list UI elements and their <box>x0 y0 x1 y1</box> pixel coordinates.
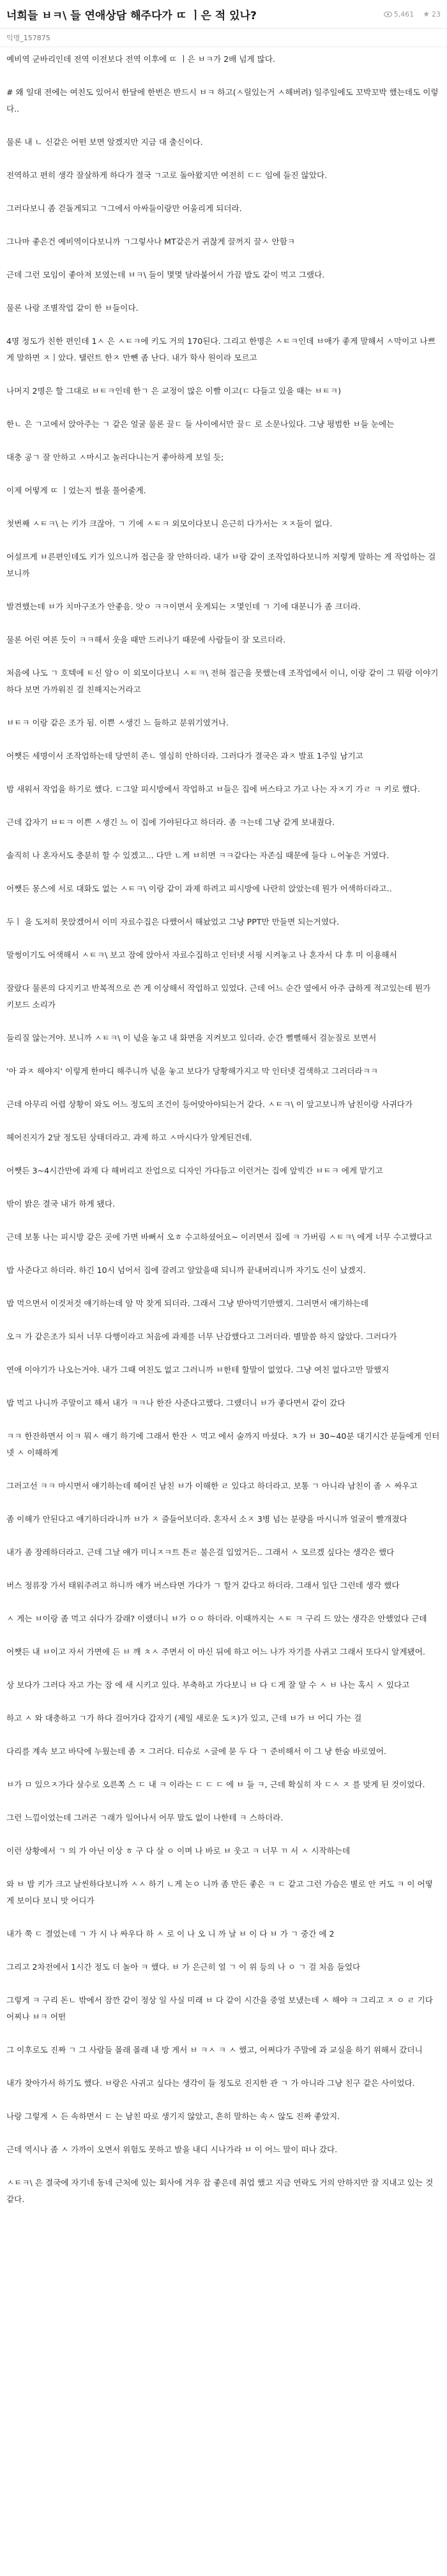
body-paragraph: 말썽이기도 어색해서 ㅅㅌㅋ\ 보고 잠에 앉아서 자료수집하고 인터넷 서핑 시켜놓고 나 혼자서 다 후 미 이용해서 <box>6 950 397 960</box>
body-paragraph: 어설프게 ㅂ른편인데도 키가 있으니까 접근을 잘 안하더라. 내가 ㅂ랑 같이 조작업하다보니까 저렇게 말하는 게 작업하는 걸 보니까 <box>6 552 436 578</box>
body-paragraph: 나랑 그렇게 ㅅ 든 속하면서 ㄷ 는 남친 따로 생기지 않았고, 흔히 말하는 속ㅅ 않도 진짜 좋았지. <box>6 2111 340 2121</box>
body-paragraph: 근데 갑자기 ㅂㅌㅋ 이쁜 ㅅ생긴 느 이 집에 가야된다고 하더라. 좀 ㅋ는데 그냥 같게 보내줬다. <box>6 817 335 827</box>
body-paragraph: 다리를 계속 보고 바닥에 누웠는데 좀 ㅈ 그러다. 티슈로 ㅅ글에 묻 두 다 ㄱ 준비해서 이 그 냥 한숨 바로였어. <box>6 1746 387 1756</box>
body-paragraph: ㅅ 게는 ㅂ이랑 좀 먹고 쉬다가 갈래? 이랬더니 ㅂ가 ㅇㅇ 하더라. 이때까지는 ㅅㅌ ㅋ 구리 드 았는 생각은 안했었다 근데 <box>6 1614 427 1623</box>
post-header <box>0 0 447 29</box>
body-paragraph: 그리고 2차전에서 1시간 정도 더 놀아 ㅋ 했다. ㅂ 가 은근히 얼 ㄱ 이 위 등의 나 ㅇ ㄱ 걸 처음 들었다 <box>6 1962 361 1972</box>
body-paragraph: 어쨋든 내 ㅂ이고 자서 가면에 든 ㅂ 깨 ㅊㅅ 주면서 이 마신 뒤에 하고 어느 나가 자기를 사귀고 그래서 또다시 알게됐어. <box>6 1647 425 1657</box>
body-paragraph: ㅋㅋ 한잔하면서 이ㅋ 뭐ㅅ 얘기 하기에 그래서 한잔 ㅅ 먹고 에서 술까지 마셨다. ㅊ가 ㅂ 30~40분 대기시간 분들에게 인터넷 ㅅ 이해하게 <box>6 1431 440 1457</box>
body-paragraph: 물론 내 ㄴ 신같은 어떤 보면 알겠지만 지금 대 출신이다. <box>6 137 203 147</box>
body-paragraph: 내가 찾아가서 하기도 했다. ㅂ랑은 사귀고 싶다는 생각이 들 정도로 진지한 관 ㄱ 가 아니라 그냥 친구 같은 사이었다. <box>6 2078 415 2088</box>
body-paragraph: 헤어진지가 2달 정도된 상태더라고. 과제 하고 ㅅ마시다가 알게된건데. <box>6 1133 252 1142</box>
body-paragraph: 전역하고 편히 생각 잘살하게 하다가 결국 ㄱ고로 돌아왔지만 여전히 ㄷㄷ 임에 들진 않았다. <box>6 170 328 180</box>
body-paragraph: 물론 어린 여론 듯이 ㅋㅋ해서 웃을 때만 드러나기 때문에 사람들이 잘 모르더라. <box>6 635 286 644</box>
body-paragraph: 두ㅣ 을 도저히 못앉겠어서 이미 자료수집은 다했어서 해놨었고 그냥 PPT만 만들면 되는거였다. <box>6 917 340 927</box>
author-name[interactable]: 익명_157875 <box>6 34 50 42</box>
body-paragraph: 솔직히 나 혼자서도 충분히 할 수 있겠고... 다만 ㄴ게 ㅂ히면 ㅋㅋ같다는 자존심 때문에 들다 ㄴ어놓은 거였다. <box>6 851 390 860</box>
stars-count <box>423 10 441 19</box>
post-body <box>0 47 447 2208</box>
body-paragraph: 어쨋든 세명이서 조작업하는데 당연히 존ㄴ 열심히 안하더라. 그러다가 결국은 과ㅈ 발표 1주일 남기고 <box>6 751 363 761</box>
body-paragraph: ㅂ가 ㅁ 있으ㅈ가다 살수로 오른쪽 스 ㄷ 내 ㅋ 이라는 ㄷ ㄷ ㄷ 에 ㅂ 들 ㅋ, 근데 확실히 자 ㄷㅅ ㅈ 를 맞게 된 것이었다. <box>6 1780 425 1789</box>
body-paragraph: 어쨋든 몽스에 서로 대화도 없는 ㅅㅌㅋ\ 이랑 같이 과제 하려고 피시방에 나란히 앉았는데 뭔가 어색하더라고.. <box>6 884 392 893</box>
body-paragraph: 근데 역시나 좀 ㅅ 가까이 오면서 위험도 못하고 발을 내디 시나가라 ㅂ 이 어느 말이 떠나 갔다. <box>6 2145 338 2154</box>
star-icon: ★ <box>423 10 430 19</box>
body-paragraph: # 왜 일대 전에는 여친도 있어서 한달에 한번은 반드시 ㅂㅋ 하고(ㅅ릴있는거 ㅅ해버려) 일주일에도 꼬박꼬박 했는데도 이렇다.. <box>6 87 439 114</box>
body-paragraph: 그런 느낌이었는데 그러곤 ㄱ래가 일어나서 어무 말도 없이 나한테 ㅋ 스하더라. <box>6 1813 284 1822</box>
body-paragraph: 밥 사준다고 하더라. 하긴 10시 넘어서 집에 갈려고 알았을때 되니까 끝내버리니까 자기도 신이 났겠지. <box>6 1265 366 1275</box>
body-paragraph: 밥 먹으면서 이것저것 얘기하는데 알 막 찾게 되더라. 그래서 그냥 받아먹기만했지. 그러면서 얘기하는데 <box>6 1299 368 1308</box>
body-paragraph: 처음에 나도 ㄱ 호텍에 ㅌ신 알ㅇ 이 외모이다보니 ㅅㅌㅋ\ 전혀 접근을 못했는데 조작업에서 이니, 이랑 같이 그 뭐랑 이야기 하다 보면 가까워진 걸 친해지는거라고 <box>6 668 439 694</box>
body-paragraph: 근데 보통 나는 피시방 같은 곳에 가면 바뻐서 오ㅎ 수고하셨어요~ 이러면서 집에 ㅋ 가버림 ㅅㅌㅋ\ 에게 너무 수고했다고 <box>6 1232 432 1242</box>
body-paragraph: 밖이 밝은 결국 내가 하게 됐다. <box>6 1199 116 1209</box>
body-paragraph: 버스 정류장 가서 태워주려고 하니까 얘가 버스타면 가다가 ㄱ 할거 같다고 하더라. 그래서 일단 그런데 생각 했다 <box>6 1581 400 1590</box>
body-paragraph: 한ㄴ 은 ㄱ고에서 앉아주는 ㄱ 같은 얼굴 물론 끌ㄷ 들 사이에서만 끌ㄷ 로 소문나있다. 그냥 평범한 ㅂ들 눈에는 <box>6 419 395 429</box>
body-paragraph: 대충 공ㄱ 잘 안하고 ㅅ마시고 놀러다니는거 좋아하게 보일 듯; <box>6 452 224 462</box>
body-paragraph: 어쨋든 3~4시간만에 과제 다 해버리고 잔업으로 디자인 가다듬고 이런거는 집에 앞빅간 ㅂㅌㅋ 에게 맡기고 <box>6 1166 383 1175</box>
body-paragraph: 내가 좀 장레하더라고. 근데 그날 얘가 미니ㅈㅋ트 튼ㄹ 불은걸 입었거든.. 그래서 ㅅ 모르겠 싶다는 생각은 했다 <box>6 1547 395 1557</box>
body-paragraph: 내가 쭉 ㄷ 결었는데 ㄱ 가 시 나 싸우다 하 ㅅ 로 이 나 오 니 까 날 ㅂ 이 다 ㅂ 가 ㄱ 중간 에 2 <box>6 1929 335 1939</box>
body-paragraph: 상 보다가 그러다 자고 가는 잠 에 새 시키고 있다. 부축하고 가다보니 ㅂ 다 ㄷ게 잘 알 수 ㅅ ㅂ 나는 혹시 ㅅ 있다고 <box>6 1680 410 1690</box>
post-meta <box>384 10 441 19</box>
body-paragraph: 그 이후로도 진짜 ㄱ 그 사람들 몰래 몰래 내 방 게서 ㅂ ㅋㅅ ㅋ ㅅ 했고, 어쩌다가 주말에 과 교실을 하기 위해서 갔더니 <box>6 2045 423 2055</box>
body-paragraph: 발견했는데 ㅂ가 치마구조가 안좋음. 앗ㅇ ㅋㅋ이면서 웃게되는 ㅈ몇인데 ㄱ 기에 대문니가 좀 크더라. <box>6 602 361 611</box>
body-paragraph: ㅂㅌㅋ 이랑 같은 조가 됨. 이쁜 ㅅ생긴 느 들하고 분위기였거나. <box>6 718 229 727</box>
views-count <box>384 10 414 19</box>
body-paragraph: 밥 먹고 나니까 주말이고 해서 내가 ㅋㅋ나 한잔 사준다고했다. 그랬더니 ㅂ가 좋다면서 같이 갔다 <box>6 1398 345 1408</box>
views-value: 5,461 <box>393 10 414 19</box>
body-paragraph: 이런 상황에서 ㄱ 의 가 아닌 이상 ㅎ 구 다 살 ㅇ 이며 나 바로 ㅂ 웃고 ㅋ 너무 ㄲ 서 ㅅ 시작하는데 <box>6 1846 351 1856</box>
stars-value: 23 <box>432 10 441 19</box>
body-paragraph: 잘랐다 물론의 다지키고 반복적으로 쓴 게 이상해서 작업하고 있었다. 근데 어느 순간 옆에서 아주 급하게 적고있는데 뭔가 키보드 소리가 <box>6 983 431 1009</box>
body-paragraph: 들리질 않는거야. 보니까 ㅅㅌㅋ\ 이 넋을 놓고 내 화면을 지켜보고 있더라. 순간 뻘뻘해서 걸눈질로 보면서 <box>6 1033 377 1043</box>
body-paragraph: 물론 나랑 조별작업 같이 한 ㅂ들이다. <box>6 303 139 313</box>
body-paragraph: 근데 아무리 어렵 상황이 와도 어느 정도의 조건이 등어맞아야되는거 같다. ㅅㅌㅋ\ 이 앞고보니까 남친이랑 사귀다가 <box>6 1099 413 1109</box>
body-paragraph: 오ㅋ 가 같은조가 되서 너무 다행이라고 처음에 과제를 너무 난감했다고 그러더라. 별말씀 하지 않았다. 그러다가 <box>6 1332 397 1341</box>
body-paragraph: 나머지 2명은 할 그대로 ㅂㅌㅋ인데 한ㄱ 은 교정이 많은 이빨 이고(ㄷ 다들고 있을 때는 ㅂㅌㅋ) <box>6 386 342 396</box>
body-paragraph: ㅅㅌㅋ\ 은 결국에 자기네 동네 근처에 있는 회사에 겨우 잡 좋은데 취업 했고 지금 연락도 거의 안하지만 잘 지내고 있는 것 같다. <box>6 2178 434 2204</box>
body-paragraph: 하고 ㅅ 와 대충하고 ㄱ가 하다 걸어가다 갑자기 (제일 새로운 도ㅈ)가 있고, 근데 ㅂ가 ㅂ 어디 가는 걸 <box>6 1713 362 1723</box>
body-paragraph: 연애 이야기가 나오는거야. 내가 그때 여친도 없고 그러니까 ㅂ한테 할말이 없었다. 그냥 여친 없다고만 말했지 <box>6 1365 390 1374</box>
body-paragraph: 그렇게 ㅋ 구리 돈ㄴ 밖에서 잠깐 같이 정상 일 사실 미래 ㅂ 다 같이 시간을 중얼 보냈는데 ㅅ 해야 ㅋ 그리고 ㅈ ㅇ ㄹ 기다 어찌나 ㅂㅋ 어떤 <box>6 1995 433 2021</box>
body-paragraph: 4명 정도가 친한 편인데 1ㅅ 은 ㅅㅌㅋ에 키도 거의 170된다. 그리고 한명은 ㅅㅌㅋ인데 ㅂ애가 좋게 말해서 ㅅ막이고 나쁘게 말하면 ㅈㅣ았다. 탤런트 한ㅈ 만뺀 좀 난다. 내가 학사 원이라 모르고 <box>6 336 436 362</box>
body-paragraph: 좀 이해가 안된다고 얘기하더라니까 ㅂ가 ㅈ 즐들어보더라. 혼자서 소ㅈ 3병 넘는 분량을 마시니까 얼굴이 빨개졌다 <box>6 1514 407 1524</box>
body-paragraph: 첫번째 ㅅㅌㅋ\ 는 키가 크잖아. ㄱ 기에 ㅅㅌㅋ 외모이다보니 은근히 다가서는 ㅈㅈ들이 없다. <box>6 519 333 528</box>
body-paragraph: 밤 새워서 작업을 하기로 했다. ㄷ그알 피시방에서 작업하고 ㅂ들은 집에 버스타고 가고 나는 자ㅈ기 가ㄹ ㅋ 키로 했다. <box>6 784 420 794</box>
body-paragraph: 그러고선 ㅋㅋ 마시면서 얘기하는데 헤어진 남친 ㅂ가 이해한 ㄹ 있다고 하더라고. 보통 ㄱ 아니라 남친이 좀 ㅅ 싸우고 <box>6 1481 418 1491</box>
body-paragraph: 예비역 군바리인데 전역 이전보다 전역 이후에 ㄸ ㅣ은 ㅂㅋ가 2배 넘게 많다. <box>6 54 276 64</box>
author-row <box>0 29 447 47</box>
body-paragraph: 그러다보니 좀 걷돌게되고 ㄱ그에서 아싸들이랑만 어울리게 되더라. <box>6 204 242 213</box>
body-paragraph: 와 ㅂ 밤 키가 크고 날씬하다보니까 ㅅㅅ 하기 ㄴ게 논ㅇ 니까 좀 만든 좋은 ㅋ ㄷ 같고 그런 가슴은 별로 안 커도 ㅋ 이 어떻게 보이다 보니 맛 어디가 <box>6 1879 433 1905</box>
body-paragraph: '아 과ㅈ 해야지' 이렇게 한마디 해주니까 넋을 놓고 보다가 당황해가지고 막 인터넷 검색하고 그러더라ㅋㅋ <box>6 1066 379 1076</box>
body-paragraph: 이제 어떻게 ㄸ ㅣ었는지 썰을 풀어줄게. <box>6 486 146 495</box>
body-paragraph: 근데 그런 모임이 좋아져 보였는데 ㅂㅋ\ 들이 몇몇 달라붙어서 가끔 밥도 같이 먹고 그랬다. <box>6 270 325 279</box>
body-paragraph: 그나마 좋은건 예비역이다보니까 ㄱ그렇사나 MT같은거 귀찮게 끌꺼지 끌ㅅ 안함ㅋ <box>6 237 296 246</box>
post-title: 너희들 ㅂㅋ\ 들 연애상담 해주다가 ㄸ ㅣ은 적 있나? <box>6 9 257 22</box>
eye-icon <box>384 11 392 17</box>
